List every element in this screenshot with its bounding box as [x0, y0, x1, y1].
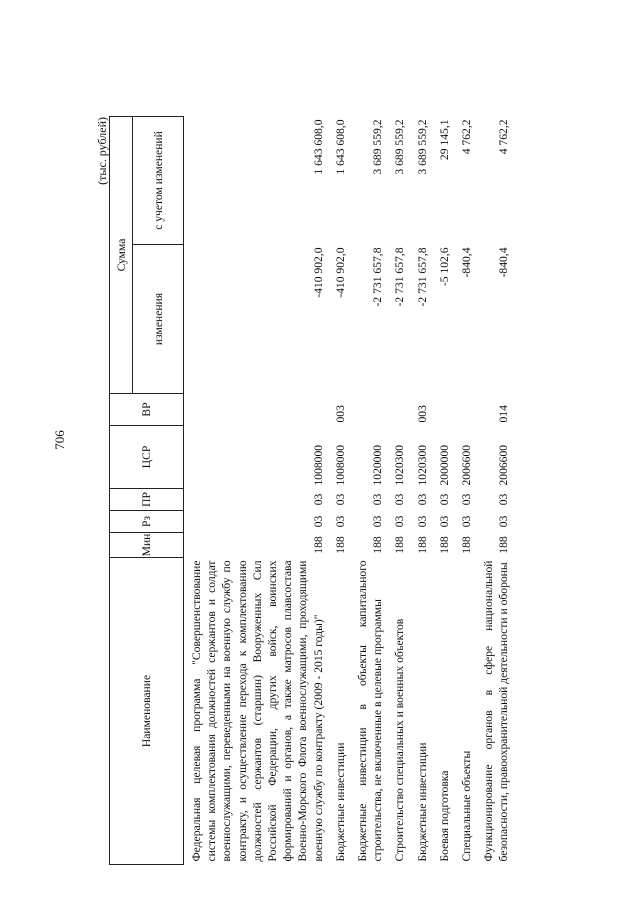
row-vr: [184, 394, 328, 426]
row-csr: 2006600: [460, 444, 474, 486]
header-min: Мин: [110, 533, 184, 558]
row-min: 188: [460, 536, 474, 554]
table-row: [328, 116, 350, 864]
table-row: [410, 116, 432, 864]
row-min: 188: [333, 536, 347, 554]
row-change: -410 902,0: [333, 247, 347, 298]
row-name: Бюджетные инвестиции в объекты капитального строительства, не включенные в целевые программы: [356, 560, 385, 862]
header-with-changes: с учетом изменений: [133, 116, 184, 244]
table-row: [454, 116, 476, 864]
page-number: 706: [52, 430, 67, 450]
row-change: -2 731 657,8: [371, 247, 385, 307]
row-total: 1 643 608,0: [333, 119, 347, 175]
row-vr: 003: [415, 405, 429, 423]
header-pr: ПР: [110, 489, 184, 511]
table-row: [184, 116, 328, 864]
row-csr: 2006600: [497, 444, 511, 486]
row-vr: 014: [497, 405, 511, 423]
table-row: [432, 116, 454, 864]
row-vr: [387, 394, 409, 426]
row-min: 188: [497, 536, 511, 554]
row-change: -410 902,0: [311, 247, 325, 298]
row-min: 188: [393, 536, 407, 554]
row-pr: 03: [460, 493, 474, 506]
row-total: 3 689 559,2: [371, 119, 385, 175]
row-rz: 03: [311, 515, 325, 528]
row-total: 29 145,1: [437, 119, 451, 161]
header-csr: ЦСР: [110, 426, 184, 489]
row-change: -840,4: [460, 247, 474, 278]
row-vr: [350, 394, 387, 426]
row-rz: 03: [460, 515, 474, 528]
row-rz: 03: [371, 515, 385, 528]
table-row: [476, 116, 513, 864]
row-name: Функционирование органов в сфере национальной безопасности, правоохранительной деятельности и обороны: [482, 560, 511, 862]
row-rz: 03: [497, 515, 511, 528]
row-csr: 1020000: [371, 444, 385, 486]
row-csr: 1008000: [311, 444, 325, 486]
row-pr: 03: [333, 493, 347, 506]
row-vr: [432, 394, 454, 426]
row-change: -2 731 657,8: [393, 247, 407, 307]
row-min: 188: [311, 536, 325, 554]
row-rz: 03: [333, 515, 347, 528]
row-vr: 003: [333, 405, 347, 423]
row-total: 3 689 559,2: [393, 119, 407, 175]
row-pr: 03: [393, 493, 407, 506]
header-changes: изменения: [133, 245, 184, 394]
table-body: [184, 116, 514, 864]
units-label: (тыс. рублей): [95, 117, 109, 185]
row-csr: 1020300: [393, 444, 407, 486]
row-change: -840,4: [497, 247, 511, 278]
row-csr: 1008000: [333, 444, 347, 486]
row-name: Строительство специальных и военных объектов: [393, 618, 407, 862]
budget-table: [109, 116, 514, 865]
row-rz: 03: [415, 515, 429, 528]
row-rz: 03: [393, 515, 407, 528]
row-total: 4 762,2: [460, 119, 474, 155]
row-change: -5 102,6: [437, 247, 451, 287]
header-rz: Рз: [110, 511, 184, 533]
row-csr: 1020300: [415, 444, 429, 486]
row-name: Бюджетные инвестиции: [415, 742, 429, 862]
row-min: 188: [371, 536, 385, 554]
document-table-rotated: [95, 117, 625, 865]
row-total: 4 762,2: [497, 119, 511, 155]
row-min: 188: [415, 536, 429, 554]
row-pr: 03: [437, 493, 451, 506]
row-name: Федеральная целевая программа "Совершенствование системы комплектования должностей сержантов и солдат военнослужащими, переведенными на военную службу по контракту, и осуществление перехода к комплектованию должностей сержантов (старшин) Вооруженных Сил Российской Федерации, других войск, воинских формирований и органов, а также матросов плавсостава Военно-Морского Флота военнослужащими, проходящими военную службу по контракту (2009 - 2015 годы)": [190, 560, 325, 862]
row-csr: 2000000: [437, 444, 451, 486]
header-vr: ВР: [110, 394, 184, 426]
row-pr: 03: [371, 493, 385, 506]
row-change: -2 731 657,8: [415, 247, 429, 307]
row-name: Бюджетные инвестиции: [333, 742, 347, 862]
row-name: Боевая подготовка: [437, 770, 451, 862]
row-pr: 03: [415, 493, 429, 506]
row-total: 1 643 608,0: [311, 119, 325, 175]
row-total: 3 689 559,2: [415, 119, 429, 175]
row-pr: 03: [497, 493, 511, 506]
row-pr: 03: [311, 493, 325, 506]
row-rz: 03: [437, 515, 451, 528]
row-vr: [454, 394, 476, 426]
table-row: [350, 116, 387, 864]
row-min: 188: [437, 536, 451, 554]
header-name: Наименование: [110, 558, 184, 865]
row-name: Специальные объекты: [460, 750, 474, 862]
table-row: [387, 116, 409, 864]
header-summa: Сумма: [110, 116, 133, 393]
